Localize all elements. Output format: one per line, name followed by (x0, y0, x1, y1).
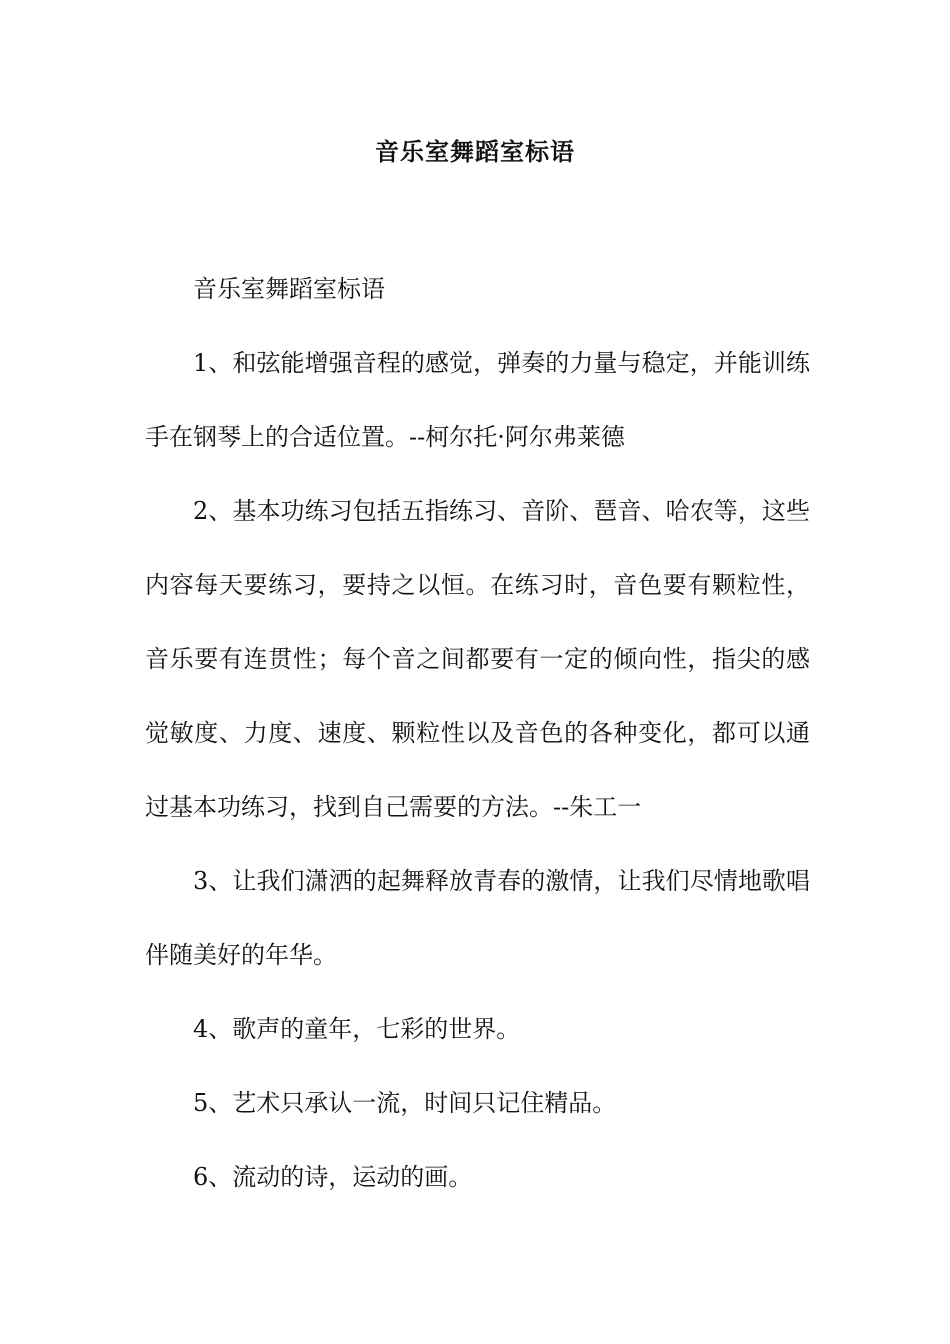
paragraph-1: 1、和弦能增强音程的感觉，弹奏的力量与稳定，并能训练手在钢琴上的合适位置。--柯尔托·阿尔弗莱德 (145, 349, 810, 451)
document-body (145, 252, 810, 1214)
paragraph-3: 3、让我们潇洒的起舞释放青春的激情，让我们尽情地歌唱伴随美好的年华。 (145, 867, 810, 969)
paragraph-heading: 音乐室舞蹈室标语 (193, 275, 385, 303)
paragraph-5: 5、艺术只承认一流，时间只记住精品。 (193, 1089, 617, 1117)
paragraph-6: 6、流动的诗，运动的画。 (193, 1163, 473, 1191)
paragraph-4: 4、歌声的童年，七彩的世界。 (193, 1015, 521, 1043)
paragraph-2: 2、基本功练习包括五指练习、音阶、琶音、哈农等，这些内容每天要练习，要持之以恒。在练习时，音色要有颗粒性，音乐要有连贯性；每个音之间都要有一定的倾向性，指尖的感觉敏度、力度、速度、颗粒性以及音色的各种变化，都可以通过基本功练习，找到自己需要的方法。--朱工一 (145, 497, 810, 821)
document-title: 音乐室舞蹈室标语 (375, 137, 575, 166)
